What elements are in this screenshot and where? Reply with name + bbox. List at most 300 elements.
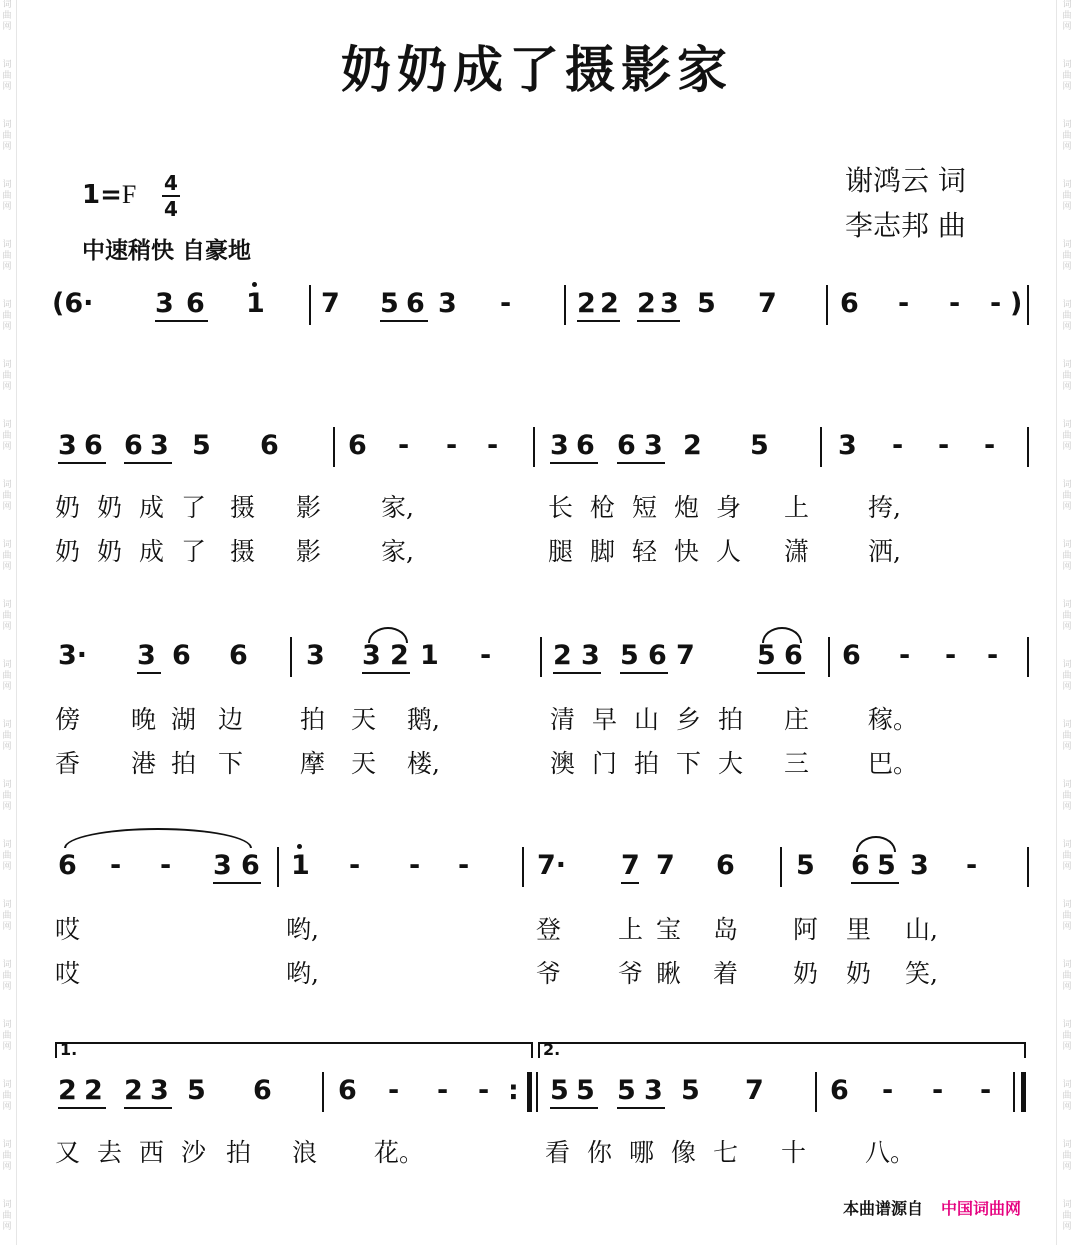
note: 6 [229,640,248,671]
watermark-glyph: 网 [2,382,12,392]
lyric-char: 拍 [226,1138,252,1167]
watermark-glyph: 网 [2,442,12,452]
watermark-glyph: 网 [1062,982,1072,992]
page-title: 奶奶成了摄影家 [341,40,733,99]
watermark-glyph: 词 [1062,840,1072,850]
note: 6 [253,1075,272,1106]
lyric-char: 快 [674,537,700,566]
note: 7 [745,1075,764,1106]
lyric-char: 笑, [905,959,938,988]
note: - [349,850,361,881]
lyricist-credit: 谢鸿云 词 [845,164,966,197]
note: 7 [656,850,675,881]
watermark-glyph: 词 [2,120,12,130]
watermark-glyph: 网 [2,322,12,332]
lyric-char: 看 [545,1138,571,1167]
watermark-glyph: 网 [2,802,12,812]
watermark-glyph: 曲 [1062,911,1072,921]
watermark-glyph: 词 [2,0,12,10]
lyric-char: 摄 [230,537,256,566]
note: - [949,288,961,319]
note: 7 [676,640,695,671]
note: - [388,1075,400,1106]
barline [820,427,822,467]
note: 6 [830,1075,849,1106]
watermark-glyph: 网 [2,622,12,632]
note: 6 [840,288,859,319]
note: - [110,850,122,881]
note: - [478,1075,490,1106]
watermark-glyph: 网 [2,682,12,692]
watermark-glyph: 曲 [2,71,12,81]
time-signature [162,172,180,220]
note: 3 [644,1075,663,1106]
lyric-char: 哟, [286,959,319,988]
watermark-glyph: 网 [1062,562,1072,572]
watermark-glyph: 曲 [1062,251,1072,261]
note: - [899,640,911,671]
watermark-glyph: 曲 [1062,731,1072,741]
lyric-char: 奶 [55,493,81,522]
watermark-glyph: 词 [2,300,12,310]
watermark-glyph: 词 [1062,1200,1072,1210]
watermark-glyph: 曲 [1062,1211,1072,1221]
watermark-glyph: 词 [1062,240,1072,250]
tempo-marking: 中速稍快 自豪地 [82,238,252,264]
note: 6 [851,850,870,881]
lyric-char: 枪 [590,493,616,522]
note: 7 [321,288,340,319]
watermark-glyph: 词 [1062,0,1072,10]
watermark-glyph: 词 [1062,900,1072,910]
watermark-glyph: 词 [1062,480,1072,490]
underline-beam [137,672,161,674]
watermark-glyph: 曲 [2,671,12,681]
note: - [898,288,910,319]
watermark-glyph: 网 [2,142,12,152]
watermark-glyph: 词 [1062,1080,1072,1090]
watermark-glyph: 词 [2,900,12,910]
note: 5 [192,430,211,461]
underline-beam [155,320,208,322]
key-signature [82,180,136,210]
note: - [398,430,410,461]
note: 6 [784,640,803,671]
lyric-char: 西 [139,1138,165,1167]
watermark-glyph: 曲 [2,251,12,261]
lyric-char: 你 [587,1138,613,1167]
note: 1 [291,850,310,881]
note: - [409,850,421,881]
watermark-glyph: 词 [2,420,12,430]
underline-beam [757,672,805,674]
lyric-char: 奶 [793,959,819,988]
watermark-glyph: 曲 [2,911,12,921]
watermark-glyph: 曲 [1062,1091,1072,1101]
lyric-char: 拍 [634,749,660,778]
watermark-glyph: 曲 [1062,11,1072,21]
watermark-glyph: 曲 [2,971,12,981]
lyric-char: 巴。 [868,749,919,778]
watermark-glyph: 网 [2,262,12,272]
watermark-glyph: 网 [2,82,12,92]
note: - [892,430,904,461]
lyric-char: 三 [784,749,810,778]
underline-beam [577,320,620,322]
barline [322,1072,324,1112]
barline [828,637,830,677]
lyric-char: 了 [181,537,207,566]
barline [533,427,535,467]
source-footer [843,1196,1021,1219]
note: 2 [84,1075,103,1106]
lyric-char: 腿 [548,537,574,566]
note: - [990,288,1002,319]
watermark-glyph: 词 [2,1200,12,1210]
watermark-glyph: 网 [1062,382,1072,392]
note: - [480,640,492,671]
note: - [945,640,957,671]
underline-beam [124,1107,172,1109]
lyric-char: 爷 [618,959,644,988]
watermark-glyph: 网 [1062,22,1072,32]
note: - [437,1075,449,1106]
note: - [446,430,458,461]
volta-1-bracket [55,1042,533,1044]
note: - [500,288,512,319]
high-octave-dot [252,282,257,287]
lyric-char: 港 [131,749,157,778]
lyric-char: 摄 [230,493,256,522]
note: - [882,1075,894,1106]
note: 3 [660,288,679,319]
watermark-glyph: 网 [2,1042,12,1052]
note: 6 [338,1075,357,1106]
underline-beam [58,462,106,464]
note: 6 [124,430,143,461]
note: 5 [620,640,639,671]
barline [536,1072,538,1112]
lyric-char: 奶 [97,537,123,566]
barline [826,285,828,325]
note: 6 [172,640,191,671]
watermark-glyph: 网 [1062,1162,1072,1172]
watermark-glyph: 词 [2,720,12,730]
lyric-char: 门 [592,749,618,778]
note: 3· [58,640,88,671]
watermark-glyph: 网 [2,502,12,512]
watermark-glyph: 曲 [2,731,12,741]
note: 3 [155,288,174,319]
note: 3 [910,850,929,881]
underline-beam [58,1107,106,1109]
watermark-glyph: 网 [1062,322,1072,332]
note: 5 [796,850,815,881]
watermark-glyph: 曲 [2,491,12,501]
watermark-glyph: 曲 [1062,71,1072,81]
note: 3 [306,640,325,671]
watermark-glyph: 词 [2,180,12,190]
watermark-glyph: 曲 [1062,371,1072,381]
note: ) [1010,288,1023,319]
watermark-glyph: 网 [1062,1222,1072,1232]
note: - [984,430,996,461]
note: 3 [362,640,381,671]
lyric-char: 哪 [629,1138,655,1167]
watermark-glyph: 曲 [2,791,12,801]
underline-beam [620,672,668,674]
lyric-char: 八。 [865,1138,916,1167]
watermark-glyph: 词 [2,660,12,670]
watermark-glyph: 网 [1062,442,1072,452]
watermark-glyph: 词 [1062,660,1072,670]
watermark-glyph: 曲 [2,1211,12,1221]
watermark-glyph: 网 [1062,142,1072,152]
barline [564,285,566,325]
slur [762,627,802,643]
watermark-glyph: 曲 [2,1091,12,1101]
watermark-strip-right [1060,0,1074,1245]
note: - [980,1075,992,1106]
note: 5 [550,1075,569,1106]
note: 6 [186,288,205,319]
watermark-glyph: 网 [1062,742,1072,752]
watermark-glyph: 网 [1062,1102,1072,1112]
watermark-glyph: 词 [1062,180,1072,190]
key-note: F [121,180,137,209]
watermark-glyph: 曲 [1062,491,1072,501]
lyric-char: 湖 [171,705,197,734]
lyric-char: 人 [716,537,742,566]
lyric-char: 短 [632,493,658,522]
watermark-glyph: 词 [2,1140,12,1150]
lyric-char: 家, [381,493,414,522]
barline [1027,285,1029,325]
note: - [966,850,978,881]
watermark-glyph: 曲 [1062,1151,1072,1161]
watermark-glyph: 曲 [1062,851,1072,861]
key-label: 1= [82,180,122,210]
high-octave-dot [297,844,302,849]
watermark-glyph: 网 [2,862,12,872]
barline [1027,427,1029,467]
note: 2 [58,1075,77,1106]
watermark-glyph: 词 [2,240,12,250]
watermark-glyph: 词 [1062,1140,1072,1150]
note: 3 [838,430,857,461]
margin-line-left [16,0,17,1245]
watermark-glyph: 词 [1062,1020,1072,1030]
lyric-char: 清 [550,705,576,734]
lyric-char: 稼。 [868,705,919,734]
watermark-glyph: 网 [2,982,12,992]
note: 6 [617,430,636,461]
lyric-char: 哎 [55,915,81,944]
watermark-glyph: 曲 [2,611,12,621]
volta-1-left [55,1042,57,1058]
note: 5 [757,640,776,671]
watermark-glyph: 词 [1062,960,1072,970]
lyric-char: 了 [181,493,207,522]
note: 3 [438,288,457,319]
note: 2 [553,640,572,671]
barline [277,847,279,887]
note: - [938,430,950,461]
watermark-glyph: 网 [1062,862,1072,872]
barline [1027,847,1029,887]
watermark-glyph: 曲 [2,371,12,381]
note: 1 [246,288,265,319]
watermark-glyph: 词 [1062,600,1072,610]
lyric-char: 沙 [181,1138,207,1167]
lyric-char: 宝 [656,915,682,944]
watermark-glyph: 曲 [1062,611,1072,621]
watermark-glyph: 曲 [1062,191,1072,201]
slur [368,627,408,643]
volta-1-right [531,1042,533,1058]
underline-beam [380,320,428,322]
note: 5 [576,1075,595,1106]
lyric-char: 大 [718,749,744,778]
margin-line-right [1056,0,1057,1245]
note: 6 [241,850,260,881]
watermark-glyph: 网 [2,922,12,932]
watermark-glyph: 网 [1062,262,1072,272]
watermark-glyph: 网 [1062,202,1072,212]
barline [527,1072,532,1112]
barline [780,847,782,887]
lyric-char: 下 [676,749,702,778]
note: 2 [577,288,596,319]
watermark-glyph: 曲 [2,311,12,321]
watermark-glyph: 网 [1062,502,1072,512]
lyric-char: 爷 [536,959,562,988]
meter-bottom: 4 [164,197,178,221]
note: 6 [406,288,425,319]
note: 5 [750,430,769,461]
note: 6 [58,850,77,881]
lyric-char: 乡 [676,705,702,734]
watermark-glyph: 曲 [1062,311,1072,321]
note: 3 [550,430,569,461]
lyric-char: 去 [97,1138,123,1167]
watermark-glyph: 网 [1062,682,1072,692]
note: - [932,1075,944,1106]
underline-beam [617,1107,665,1109]
composer-credit: 李志邦 曲 [845,209,966,242]
lyric-char: 轻 [632,537,658,566]
underline-beam [617,462,665,464]
note: 6 [84,430,103,461]
note: 7· [537,850,567,881]
lyric-char: 里 [846,915,872,944]
note: 7 [621,850,640,881]
lyric-char: 浪 [292,1138,318,1167]
watermark-glyph: 网 [2,742,12,752]
watermark-glyph: 词 [2,540,12,550]
lyric-char: 身 [716,493,742,522]
note: 3 [150,430,169,461]
note: 3 [150,1075,169,1106]
note: 6 [842,640,861,671]
slur [64,828,252,848]
watermark-glyph: 词 [2,60,12,70]
watermark-glyph: 词 [2,960,12,970]
watermark-glyph: 曲 [1062,1031,1072,1041]
barline [1013,1072,1015,1112]
lyric-char: 花。 [374,1138,425,1167]
underline-beam [550,462,598,464]
note: 5 [187,1075,206,1106]
watermark-glyph: 网 [2,1222,12,1232]
lyric-char: 洒, [868,537,901,566]
underline-beam [124,462,172,464]
watermark-glyph: 词 [1062,540,1072,550]
lyric-char: 十 [781,1138,807,1167]
note: 6 [260,430,279,461]
note: 6 [716,850,735,881]
watermark-glyph: 词 [1062,780,1072,790]
watermark-glyph: 网 [2,1162,12,1172]
watermark-glyph: 曲 [1062,671,1072,681]
watermark-glyph: 网 [1062,1042,1072,1052]
volta-2-label: 2. [543,1040,561,1059]
watermark-glyph: 词 [1062,420,1072,430]
underline-beam [362,672,410,674]
watermark-glyph: 网 [1062,922,1072,932]
watermark-glyph: 网 [2,1102,12,1112]
watermark-glyph: 曲 [1062,971,1072,981]
watermark-glyph: 词 [1062,60,1072,70]
barline [309,285,311,325]
watermark-glyph: 曲 [1062,431,1072,441]
barline [290,637,292,677]
lyric-char: 像 [671,1138,697,1167]
footer-site: 中国词曲网 [941,1199,1022,1218]
lyric-char: 脚 [590,537,616,566]
note: - [987,640,999,671]
underline-beam [637,320,680,322]
lyric-char: 奶 [55,537,81,566]
watermark-glyph: 曲 [2,551,12,561]
lyric-char: 上 [618,915,644,944]
lyric-char: 奶 [846,959,872,988]
barline [815,1072,817,1112]
lyric-char: 奶 [97,493,123,522]
watermark-glyph: 网 [2,22,12,32]
note: 5 [617,1075,636,1106]
lyric-char: 哎 [55,959,81,988]
note: 2 [124,1075,143,1106]
watermark-glyph: 网 [1062,622,1072,632]
watermark-glyph: 曲 [1062,791,1072,801]
underline-beam [553,672,601,674]
watermark-glyph: 曲 [2,851,12,861]
lyric-char: 着 [713,959,739,988]
watermark-glyph: 曲 [1062,131,1072,141]
lyric-char: 炮 [674,493,700,522]
underline-beam [550,1107,598,1109]
barline [540,637,542,677]
watermark-glyph: 网 [2,202,12,212]
volta-2-left [538,1042,540,1058]
credits [845,158,966,248]
note: 5 [877,850,896,881]
lyric-char: 拍 [300,705,326,734]
footer-source: 本曲谱源自 [843,1199,924,1218]
watermark-glyph: 词 [1062,360,1072,370]
lyric-char: 拍 [171,749,197,778]
